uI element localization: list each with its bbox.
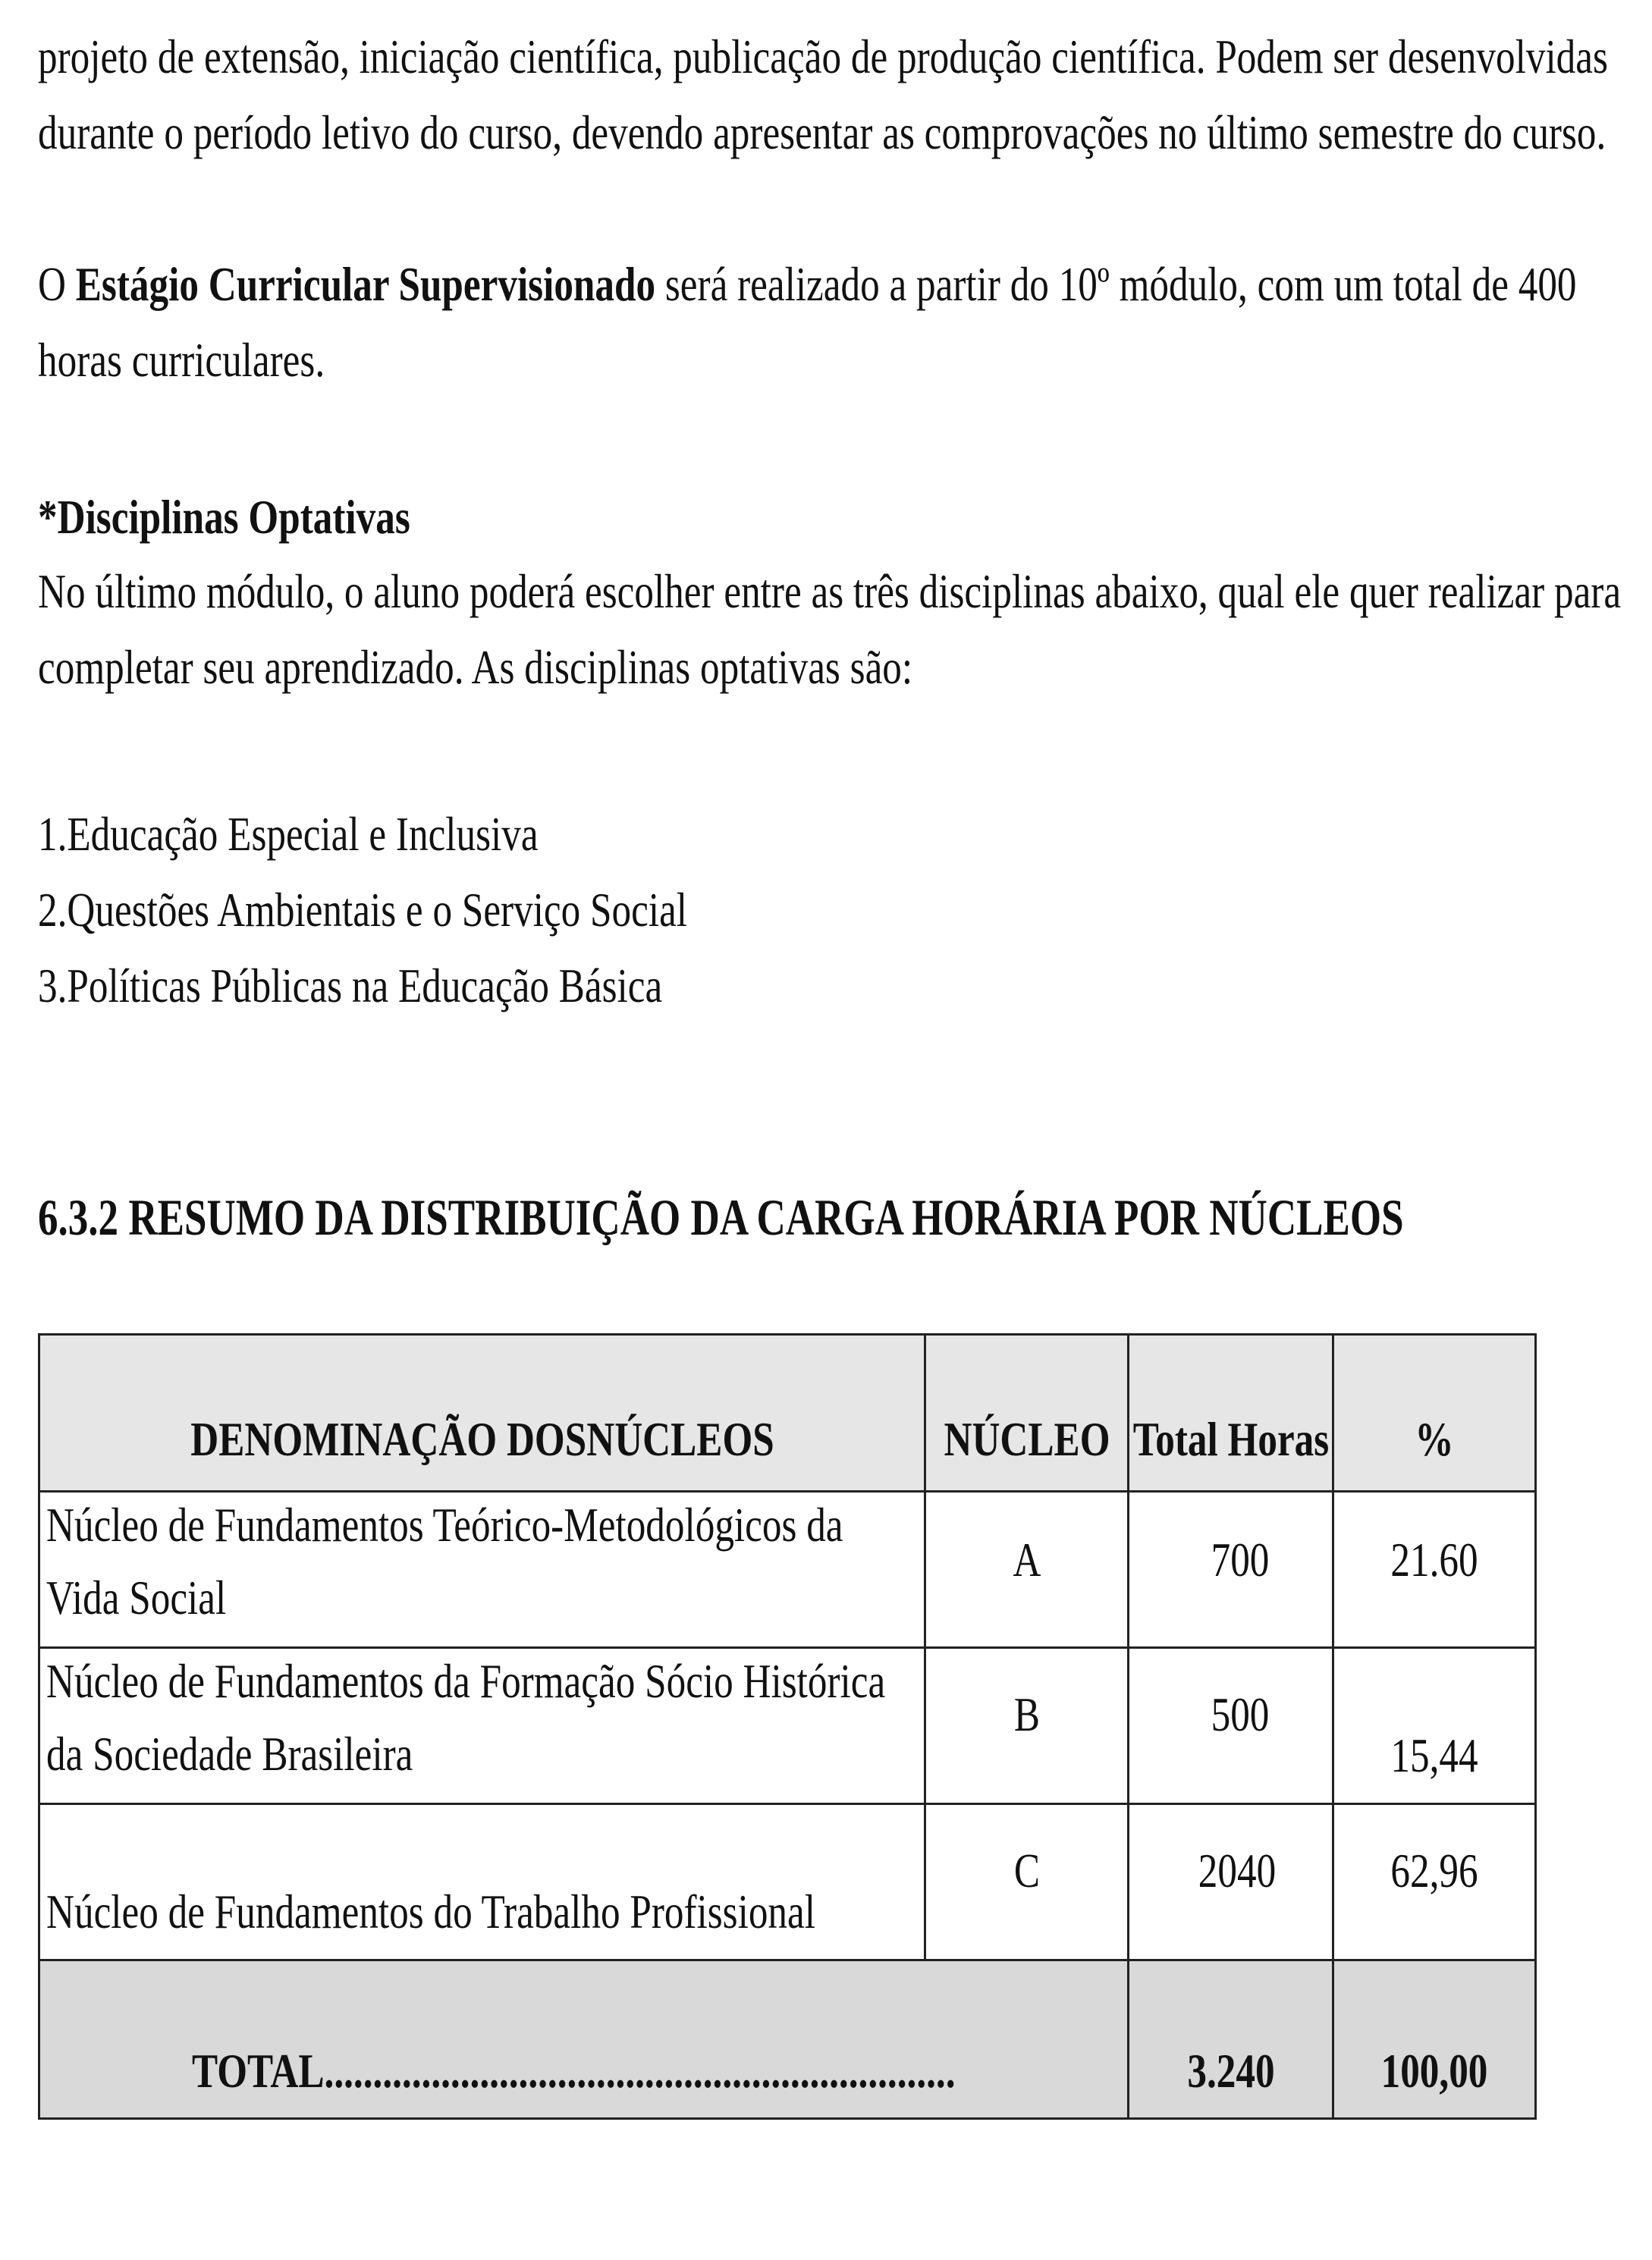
section-heading-text: 6.3.2 RESUMO DA DISTRIBUIÇÃO DA CARGA HORÁRIA POR NÚCLEOS: [38, 1188, 1404, 1246]
intro-paragraph-line-2: [38, 95, 1652, 171]
estagio-paragraph-line-1: [38, 246, 1652, 322]
row-horas-text: 500: [1211, 1687, 1269, 1741]
row-percent: [1333, 1804, 1536, 1960]
row-horas: [1129, 1648, 1333, 1804]
intro-paragraph-line-1: [38, 19, 1652, 95]
row-percent-text: 62,96: [1390, 1844, 1478, 1897]
table-row: [39, 1804, 1536, 1960]
header-nucleo: [925, 1335, 1129, 1492]
row-nucleo: [925, 1492, 1129, 1648]
estagio-prefix: O: [38, 257, 76, 311]
intro-text-2: durante o período letivo do curso, devendo apresentar as comprovações no último semestre do curso.: [38, 105, 1606, 159]
optativas-item-text: 3.Políticas Públicas na Educação Básica: [38, 959, 663, 1012]
estagio-text: [38, 246, 1577, 322]
optativas-item-2: [38, 872, 850, 948]
row-denominacao: [39, 1492, 925, 1648]
row-horas: [1129, 1492, 1333, 1648]
row-nucleo-text: A: [1013, 1533, 1041, 1587]
table-row: [39, 1648, 1536, 1804]
optativas-item-3: [38, 948, 818, 1024]
table-total-row: [39, 1960, 1536, 2119]
row-percent: [1333, 1492, 1536, 1648]
row-name-line-2: Vida Social: [46, 1571, 227, 1624]
row-nucleo-text: B: [1013, 1687, 1040, 1741]
row-horas-text: 2040: [1198, 1844, 1276, 1897]
optativas-title: [38, 479, 503, 555]
optativas-title-text: *Disciplinas Optativas: [38, 490, 410, 544]
header-total-horas: [1129, 1335, 1333, 1492]
table-header-row: [39, 1335, 1536, 1492]
row-name-line-1: Núcleo de Fundamentos do Trabalho Profissional: [46, 1885, 815, 1938]
estagio-bold-term: Estágio Curricular Supervisionado: [75, 257, 656, 311]
total-percent-cell: [1333, 1960, 1536, 2119]
optativas-desc-line-2: [38, 629, 1131, 705]
total-horas-text: 3.240: [1186, 2044, 1275, 2098]
row-percent-text: 15,44: [1390, 1728, 1478, 1782]
row-nucleo-text: C: [1013, 1844, 1040, 1897]
optativas-item-text: 1.Educação Especial e Inclusiva: [38, 807, 539, 861]
total-label-text: TOTAL.................................................................: [192, 2044, 956, 2098]
row-nucleo: [925, 1804, 1129, 1960]
row-name-line-1: Núcleo de Fundamentos da Formação Sócio Histórica: [46, 1654, 886, 1708]
section-heading: [38, 1179, 1652, 1255]
row-name-line-2: da Sociedade Brasileira: [46, 1727, 413, 1781]
header-percent-text: %: [1415, 1412, 1454, 1466]
optativas-desc-2: completar seu aprendizado. As disciplinas optativas são:: [38, 640, 913, 694]
header-denominacao: [39, 1335, 925, 1492]
optativas-desc-line-1: [38, 554, 1652, 629]
estagio-text-2: horas curriculares.: [38, 333, 325, 387]
row-nucleo: [925, 1648, 1129, 1804]
row-percent-text: 21.60: [1390, 1533, 1478, 1587]
optativas-item-text: 2.Questões Ambientais e o Serviço Social: [38, 883, 688, 937]
row-horas-text: 700: [1211, 1533, 1269, 1587]
estagio-paragraph-line-2: [38, 322, 397, 398]
optativas-item-1: [38, 796, 664, 872]
row-percent: [1333, 1648, 1536, 1804]
carga-horaria-table: [38, 1333, 1537, 2120]
total-label-cell: [39, 1960, 1129, 2119]
row-denominacao: [39, 1648, 925, 1804]
optativas-desc-1: No último módulo, o aluno poderá escolher entre as três disciplinas abaixo, qual ele quer realizar para: [38, 564, 1622, 618]
row-denominacao: [39, 1804, 925, 1960]
row-name-line-1: Núcleo de Fundamentos Teórico-Metodológicos da: [46, 1498, 843, 1552]
total-horas-cell: [1129, 1960, 1333, 2119]
total-percent-text: 100,00: [1380, 2044, 1488, 2098]
row-horas: [1129, 1804, 1333, 1960]
header-denominacao-text: DENOMINAÇÃO DOSNÚCLEOS: [190, 1412, 774, 1466]
intro-text-1: projeto de extensão, iniciação científica, publicação de produção científica. Podem ser desenvolvidas: [38, 30, 1608, 83]
header-percent: [1333, 1335, 1536, 1492]
header-total-horas-text: Total Horas: [1132, 1412, 1329, 1466]
header-nucleo-text: NÚCLEO: [943, 1412, 1110, 1466]
table-row: [39, 1492, 1536, 1648]
estagio-rest: será realizado a partir do 10º módulo, com um total de 400: [655, 257, 1577, 311]
